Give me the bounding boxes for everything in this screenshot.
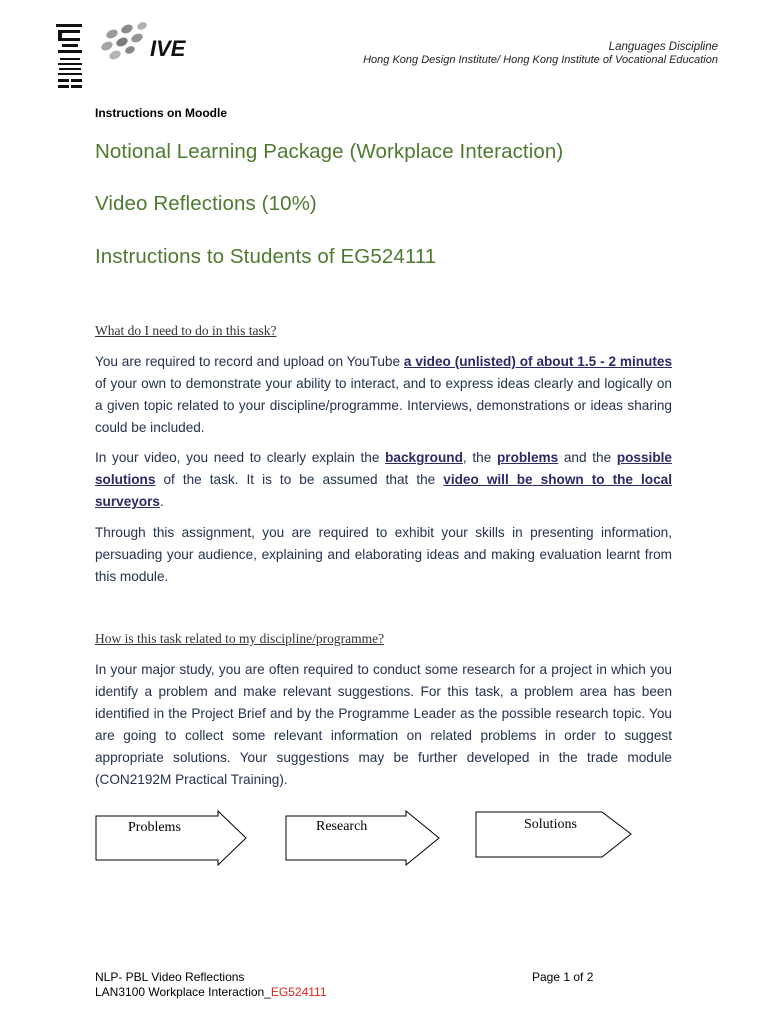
paragraph-task-requirement (95, 351, 672, 439)
flow-label-research: Research (316, 819, 368, 834)
document-audience-heading: Instructions to Students of EG524111 (95, 245, 437, 268)
footer-doc-name: NLP- PBL Video Reflections (95, 970, 245, 984)
p1-video-length-emphasis: a video (unlisted) of about 1.5 - 2 minutes (403, 354, 673, 369)
hkdi-logo (52, 22, 88, 90)
ive-logo (100, 22, 210, 64)
paragraph-discipline-relation: In your major study, you are often required to conduct some research for a project in which you identify a problem and make relevant suggestions. For this task, a problem area has been identified in the Project Brief and by the Programme Leader as the possible research topic. You are going to collect some relevant information on related problems in order to suggest appropriate solutions. Your suggestions may be further developed in the trade module (CON2192M Practical Training). (95, 662, 672, 787)
flow-label-solutions: Solutions (524, 817, 577, 832)
discipline-label: Languages Discipline (608, 41, 718, 53)
p2-background-emphasis: background (385, 450, 463, 465)
p2-text-e: and the (558, 450, 617, 465)
p1-text-a: You are required to record and upload on YouTube (95, 354, 404, 369)
question-heading-discipline: How is this task related to my discipline/programme? (95, 631, 385, 646)
p2-solutions-emphasis: possible solutions (95, 450, 672, 487)
paragraph-video-content (95, 447, 672, 513)
p2-audience-emphasis: video will be shown to the local surveyors (95, 472, 672, 509)
paragraph-skills: Through this assignment, you are required to exhibit your skills in presenting information, persuading your audience, explaining and elaborating ideas and making evaluation learnt from this module. (95, 525, 672, 584)
p2-text-a: In your video, you need to clearly explain the (95, 450, 386, 465)
p1-text-c: of your own to demonstrate your ability to interact, and to express ideas clearly and logically on a given topic related to your discipline/programme. Interviews, demonstrations or ideas sharing could be included. (95, 376, 672, 435)
question-heading-task: What do I need to do in this task? (95, 323, 277, 338)
footer-module (95, 985, 327, 999)
document-subtitle: Video Reflections (10%) (95, 192, 317, 215)
flow-label-problems: Problems (128, 820, 181, 835)
footer-page-number: Page 1 of 2 (532, 970, 594, 984)
p2-text-i: . (160, 494, 164, 509)
moodle-label: Instructions on Moodle (95, 106, 227, 120)
p2-text-c: , the (462, 450, 497, 465)
institutes-label: Hong Kong Design Institute/ Hong Kong Institute of Vocational Education (363, 54, 718, 66)
header-info (363, 41, 718, 67)
footer-class-code: EG524111 (270, 985, 327, 999)
p2-text-g: of the task. It is to be assumed that the (155, 472, 444, 487)
p2-problems-emphasis: problems (496, 450, 559, 465)
ive-logo-text: IVE (150, 36, 186, 61)
footer-module-prefix: LAN3100 Workplace Interaction_ (95, 985, 271, 999)
document-title: Notional Learning Package (Workplace Interaction) (95, 140, 564, 163)
